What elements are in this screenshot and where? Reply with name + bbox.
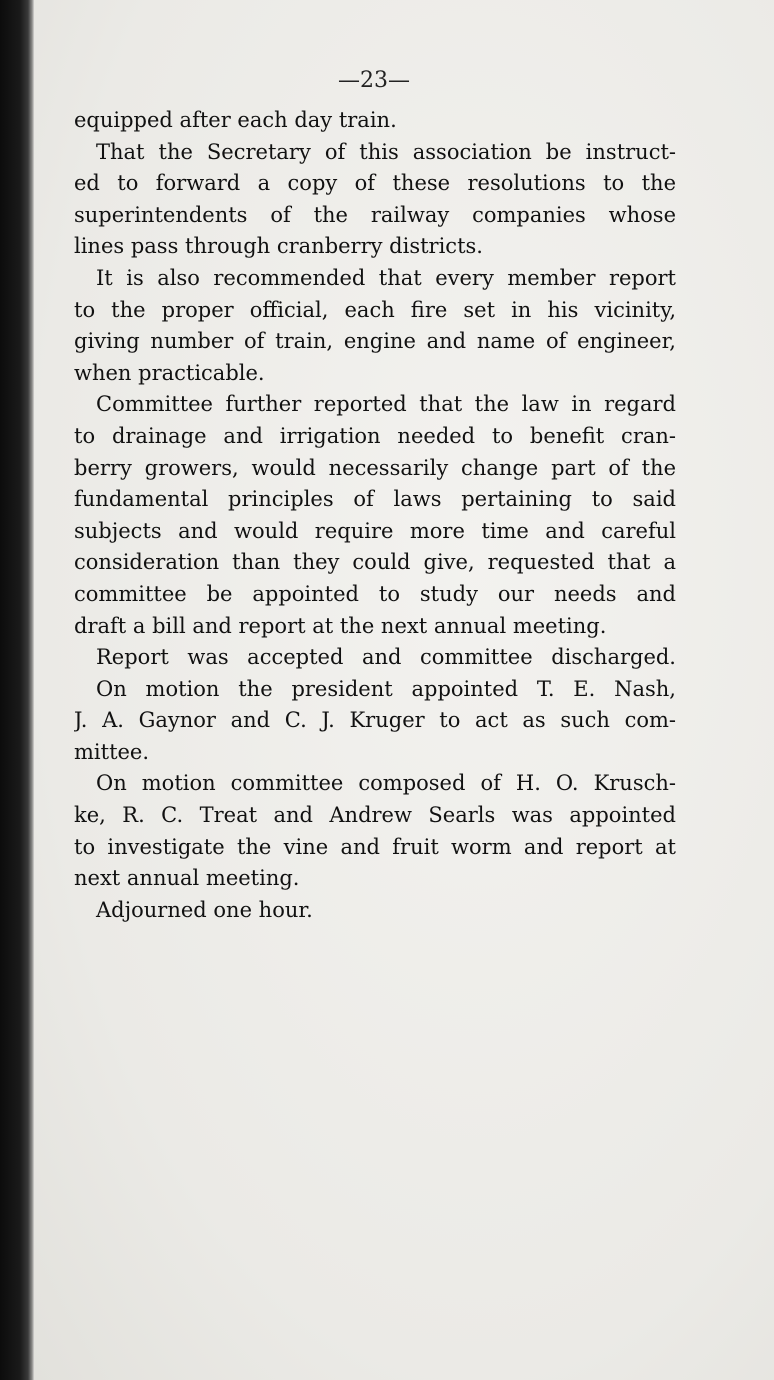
page-number: —23— [338,68,410,93]
text-line: when practicable. [74,360,265,385]
text-line: next annual meeting. [74,866,300,891]
body-text [74,105,676,926]
text-line: That the Secretary of this association be instruct- [96,139,676,164]
text-line: giving number of train, engine and name of engineer, [74,329,676,354]
text-line: consideration than they could give, requested that a [74,550,676,575]
text-line: Report was accepted and committee discharged. [96,645,676,670]
text-line: Adjourned one hour. [96,897,313,922]
text-line: to the proper official, each fire set in his vicinity, [74,297,676,322]
text-line: lines pass through cranberry districts. [74,234,483,259]
book-binding-shadow [0,0,34,1380]
text-line: On motion the president appointed T. E. Nash, [96,676,676,701]
text-line: Committee further reported that the law in regard [96,392,676,417]
text-line: mittee. [74,739,150,764]
text-line: J. A. Gaynor and C. J. Kruger to act as such com- [74,708,676,733]
text-line: On motion committee composed of H. O. Krusch- [96,771,676,796]
text-line: It is also recommended that every member report [96,265,676,290]
text-line: ke, R. C. Treat and Andrew Searls was appointed [74,803,676,828]
text-line: draft a bill and report at the next annual meeting. [74,613,607,638]
text-line: to drainage and irrigation needed to benefit cran- [74,423,676,448]
text-line: superintendents of the railway companies whose [74,202,676,227]
text-line: equipped after each day train. [74,108,397,132]
text-line: berry growers, would necessarily change part of the [74,455,676,480]
text-line: committee be appointed to study our needs and [74,581,676,606]
book-page [34,0,774,1380]
text-line: ed to forward a copy of these resolutions to the [74,171,676,196]
text-line: fundamental principles of laws pertaining to said [74,487,676,512]
text-line: to investigate the vine and fruit worm and report at [74,834,676,859]
text-line: subjects and would require more time and careful [74,518,676,543]
